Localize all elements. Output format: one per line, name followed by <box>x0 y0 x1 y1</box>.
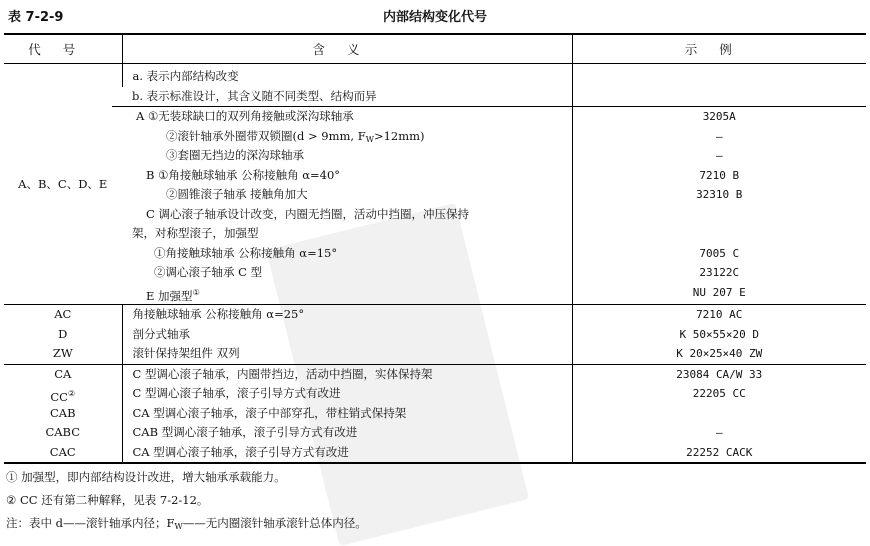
example-blank <box>573 87 867 107</box>
example-line: K 20×25×40 ZW <box>676 347 763 360</box>
meaning-cell <box>122 87 572 305</box>
example-cell <box>572 64 866 87</box>
example-line: — <box>715 129 723 143</box>
meaning-line: 架，对称型滚子，加强型 <box>132 226 259 240</box>
meaning-text: E 加强型 <box>146 288 193 303</box>
example-line <box>573 404 867 424</box>
code-cac: CAC <box>49 444 76 459</box>
example-line: K 50×55×20 D <box>679 327 759 341</box>
meaning-line: b. 表示标准设计，其含义随不同类型、结构而异 <box>132 88 377 103</box>
meaning-line: CA 型调心滚子轴承，滚子中部穿孔，带柱销式保持架 <box>132 405 407 420</box>
column-header-example: 示例 <box>572 34 866 64</box>
example-line: 7210 B <box>699 168 740 182</box>
table-row <box>4 64 866 87</box>
code-cc <box>4 384 122 404</box>
subscript-w: W <box>174 522 183 531</box>
meaning-line: CAB 型调心滚子轴承，滚子引导方式有改进 <box>132 425 358 439</box>
subscript-w: W <box>365 134 374 144</box>
meaning-line: 滚针保持架组件 双列 <box>132 346 240 360</box>
code-abcde: A、B、C、D、E <box>18 177 108 191</box>
example-line: 32310 B <box>696 188 743 201</box>
note-text: ——无内圈滚针轴承滚针总体内径。 <box>182 516 367 530</box>
example-blank <box>573 224 867 244</box>
note-3 <box>6 512 367 535</box>
meaning-line: C 调心滚子轴承设计改变，内圈无挡圈，活动中挡圈，冲压保持 <box>146 206 469 221</box>
code-cabc: CABC <box>45 425 81 439</box>
table-row <box>4 87 866 305</box>
example-line: — <box>715 426 723 439</box>
code-ac: AC <box>54 307 72 321</box>
example-line: 22252 CACK <box>686 445 753 459</box>
meaning-line: ①角接触球轴承 公称接触角 α=15° <box>154 245 338 260</box>
meaning-line: C 型调心滚子轴承，内圈带挡边，活动中挡圈，实体保持架 <box>132 366 433 381</box>
table-row <box>4 305 866 365</box>
column-header-code: 代号 <box>4 34 122 64</box>
note-mark-1: ① <box>192 287 200 297</box>
code-text: CC <box>50 390 68 404</box>
meaning-line: ②调心滚子轴承 C 型 <box>154 265 263 279</box>
meaning-line: C 型调心滚子轴承，滚子引导方式有改进 <box>132 386 341 400</box>
example-line: 23122C <box>699 266 740 279</box>
example-cell <box>572 364 866 463</box>
meaning-cell <box>122 64 572 87</box>
meaning-line <box>122 283 572 303</box>
code-ca: CA <box>54 366 72 381</box>
code-cell <box>4 364 122 463</box>
example-cell <box>572 305 866 365</box>
table-row <box>4 364 866 463</box>
code-zw: ZW <box>52 346 73 360</box>
table-notes <box>6 466 367 535</box>
meaning-cell <box>122 305 572 365</box>
example-line: 7210 AC <box>696 308 743 321</box>
table-number: 表 7-2-9 <box>8 10 64 25</box>
example-line: 7005 C <box>699 246 740 260</box>
meaning-line: CA 型调心滚子轴承，滚子引导方式有改进 <box>132 444 349 459</box>
code-cell <box>4 64 122 305</box>
meaning-line: B ①角接触球轴承 公称接触角 α=40° <box>146 167 341 182</box>
meaning-line: 角接触球轴承 公称接触角 α=25° <box>132 307 305 321</box>
meaning-text: >12mm) <box>373 128 425 143</box>
code-cab: CAB <box>49 405 76 420</box>
meaning-line <box>122 127 572 147</box>
meaning-text: ②滚针轴承外圈带双锁圈(d > 9mm, F <box>166 128 366 143</box>
note-mark-2: ② <box>67 389 76 398</box>
example-line: 3205A <box>573 106 867 127</box>
column-header-meaning: 含义 <box>122 34 572 64</box>
code-cell <box>4 305 122 365</box>
note-1: ① 加强型，即内部结构设计改进，增大轴承承载能力。 <box>6 470 286 484</box>
example-line: 22205 CC <box>692 387 746 400</box>
note-2: ② CC 还有第二种解释，见表 7-2-12。 <box>6 493 209 507</box>
example-blank <box>573 205 867 225</box>
code-d: D <box>58 326 68 341</box>
note-text: 注：表中 d——滚针轴承内径；F <box>6 516 175 530</box>
table-header-row <box>4 34 866 64</box>
meaning-line: a. 表示内部结构改变 <box>132 69 239 83</box>
meaning-line: ③套圈无挡边的深沟球轴承 <box>166 148 304 162</box>
example-line: NU 207 E <box>692 285 746 299</box>
meaning-line: ②圆锥滚子轴承 接触角加大 <box>166 187 308 201</box>
example-cell <box>572 87 866 305</box>
example-line: — <box>715 149 723 162</box>
structure-code-table <box>4 33 866 464</box>
meaning-cell <box>122 364 572 463</box>
meaning-line: 剖分式轴承 <box>132 326 190 341</box>
table-title: 内部结构变化代号 <box>382 10 487 25</box>
example-line: 23084 CA/W 33 <box>676 367 763 381</box>
meaning-line: A ①无装球缺口的双列角接触或深沟球轴承 <box>112 106 572 127</box>
